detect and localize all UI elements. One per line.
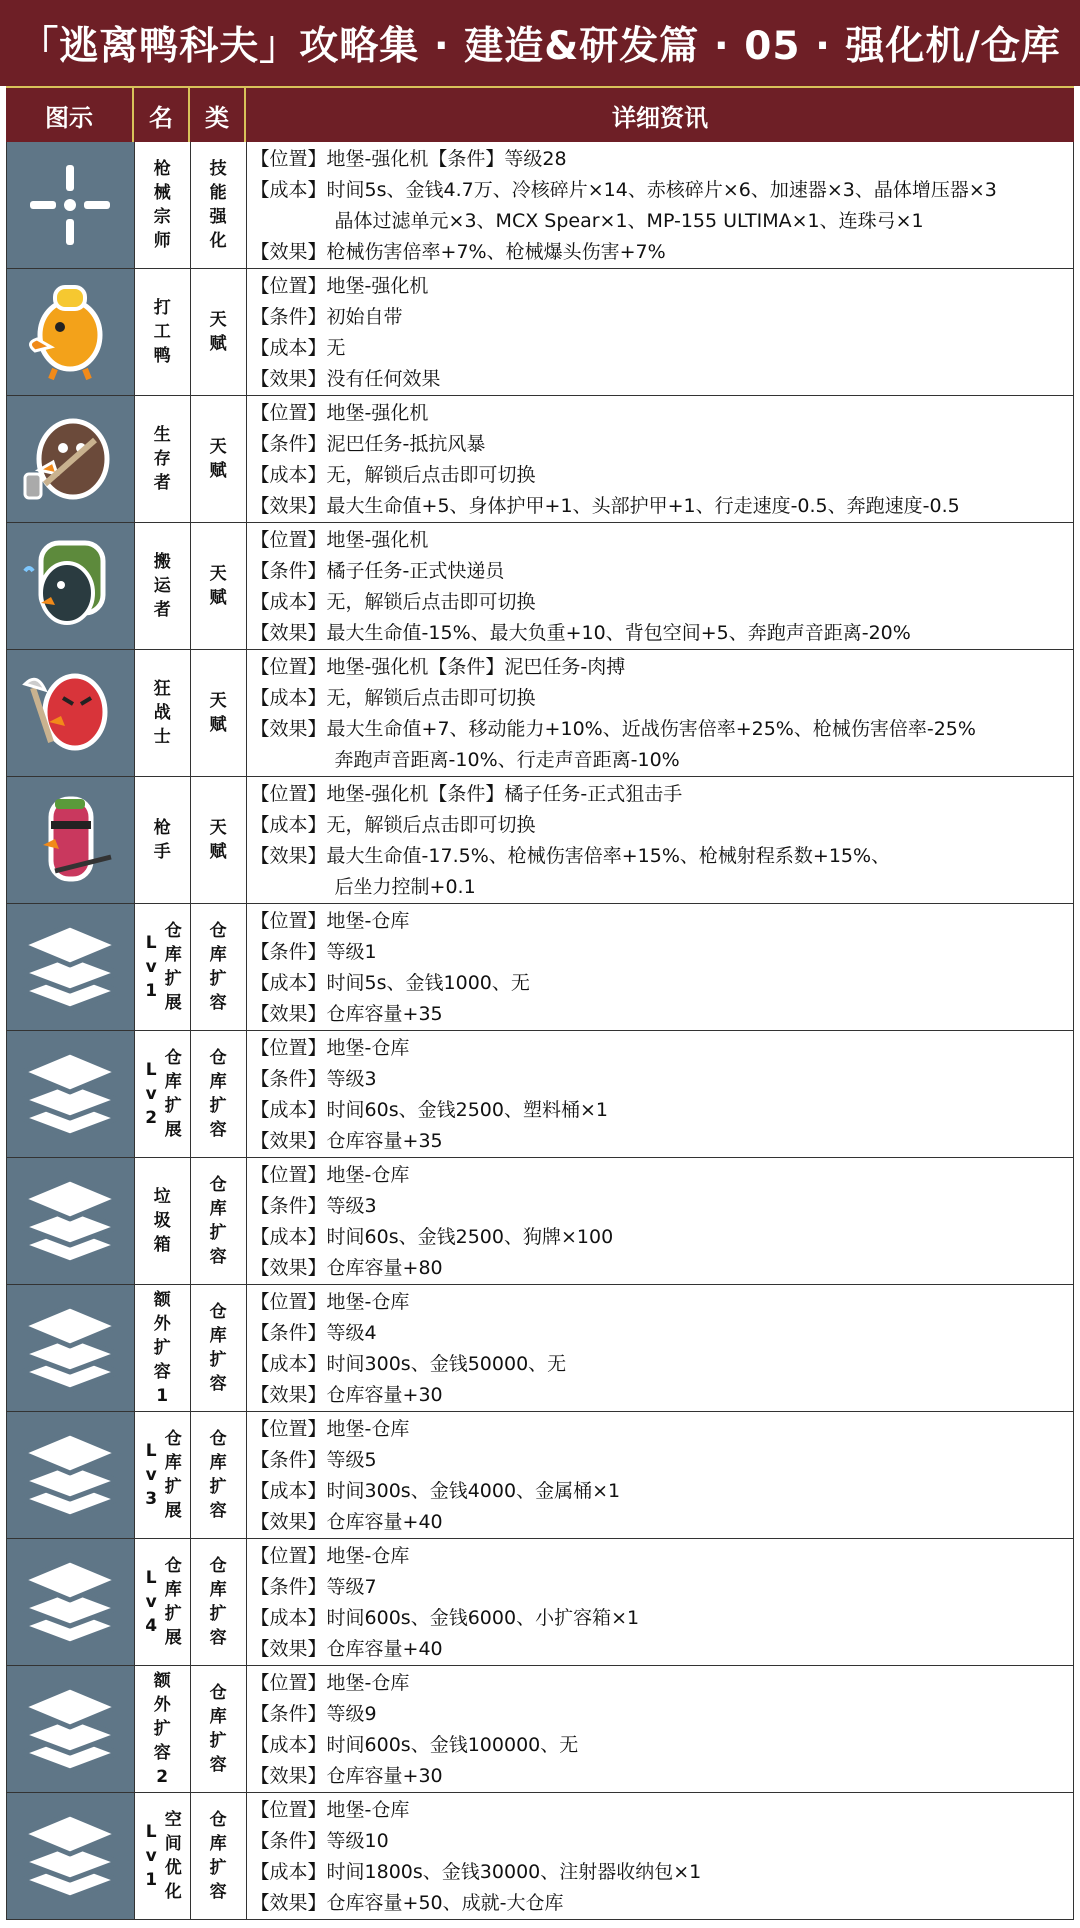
detail-line: 【成本】无，解锁后点击即可切换 xyxy=(250,464,536,486)
row-name-text: 垃圾箱 xyxy=(153,1187,171,1255)
row-name-text: 额外扩容2 xyxy=(153,1671,171,1787)
row-type xyxy=(191,1412,247,1538)
stack-icon xyxy=(14,1800,126,1912)
row-type xyxy=(191,269,247,395)
row-type-text: 天赋 xyxy=(209,818,227,862)
stack-icon xyxy=(14,1292,126,1404)
row-image xyxy=(7,396,135,522)
row-name xyxy=(135,1412,191,1538)
stack-icon xyxy=(14,911,126,1023)
table-row xyxy=(7,904,1073,1031)
detail-line: 【位置】地堡-仓库 xyxy=(250,1037,410,1059)
detail-line: 【成本】时间600s、金钱6000、小扩容箱×1 xyxy=(250,1607,640,1629)
detail-line: 【位置】地堡-仓库 xyxy=(250,1799,410,1821)
header-image: 图示 xyxy=(6,88,134,142)
table-row xyxy=(7,1666,1073,1793)
row-detail xyxy=(247,1031,1073,1157)
table-row xyxy=(7,1539,1073,1666)
row-name xyxy=(135,777,191,903)
row-name-text: 枪手 xyxy=(153,818,171,862)
row-type-text: 仓库扩容 xyxy=(209,1175,227,1267)
worker-duck-icon xyxy=(15,277,125,387)
detail-line: 【位置】地堡-强化机【条件】泥巴任务-肉搏 xyxy=(250,656,626,678)
row-name xyxy=(135,1539,191,1665)
row-name-part: 仓库扩展 xyxy=(164,921,182,1013)
gunner-duck-icon xyxy=(15,785,125,895)
detail-line: 【位置】地堡-强化机【条件】橘子任务-正式狙击手 xyxy=(250,783,683,805)
row-detail xyxy=(247,1539,1073,1665)
row-image xyxy=(7,1539,135,1665)
row-name xyxy=(135,1031,191,1157)
row-name-part: Lv3 xyxy=(145,1441,158,1509)
row-name xyxy=(135,523,191,649)
detail-line: 【成本】无，解锁后点击即可切换 xyxy=(250,814,536,836)
row-detail xyxy=(247,1158,1073,1284)
detail-line: 【效果】仓库容量+30 xyxy=(250,1384,443,1406)
detail-line: 【位置】地堡-仓库 xyxy=(250,1545,410,1567)
row-type xyxy=(191,1285,247,1411)
detail-line: 【位置】地堡-强化机 xyxy=(250,275,429,297)
row-detail xyxy=(247,650,1073,776)
detail-line: 【效果】最大生命值+7、移动能力+10%、近战伤害倍率+25%、枪械伤害倍率-25% xyxy=(250,718,976,740)
table-row xyxy=(7,1285,1073,1412)
detail-line: 【条件】等级4 xyxy=(250,1322,377,1344)
row-type-text: 仓库扩容 xyxy=(209,1556,227,1648)
row-image xyxy=(7,777,135,903)
row-detail xyxy=(247,269,1073,395)
row-name-text: 额外扩容1 xyxy=(153,1290,171,1406)
stack-icon xyxy=(14,1673,126,1785)
row-image xyxy=(7,1793,135,1919)
detail-line: 【位置】地堡-仓库 xyxy=(250,1291,410,1313)
detail-line: 【成本】时间300s、金钱4000、金属桶×1 xyxy=(250,1480,621,1502)
row-name-text: 狂战士 xyxy=(153,679,171,747)
row-type-text: 天赋 xyxy=(209,310,227,354)
row-detail xyxy=(247,777,1073,903)
detail-line: 【条件】泥巴任务-抵抗风暴 xyxy=(250,433,486,455)
row-detail xyxy=(247,1285,1073,1411)
detail-line: 【效果】仓库容量+80 xyxy=(250,1257,443,1279)
detail-line: 【位置】地堡-强化机 xyxy=(250,529,429,551)
row-image xyxy=(7,523,135,649)
detail-line: 【效果】没有任何效果 xyxy=(250,368,441,390)
row-name-part: 仓库扩展 xyxy=(164,1556,182,1648)
row-image xyxy=(7,1666,135,1792)
detail-line: 【成本】时间60s、金钱2500、狗牌×100 xyxy=(250,1226,614,1248)
detail-line: 【位置】地堡-仓库 xyxy=(250,910,410,932)
detail-line: 【效果】仓库容量+50、成就-大仓库 xyxy=(250,1892,564,1914)
row-name-part: Lv1 xyxy=(145,1822,158,1890)
table-row xyxy=(7,142,1073,269)
detail-line: 【成本】无，解锁后点击即可切换 xyxy=(250,591,536,613)
table-row xyxy=(7,1412,1073,1539)
survivor-duck-icon xyxy=(15,404,125,514)
row-type xyxy=(191,396,247,522)
row-image xyxy=(7,1031,135,1157)
row-name-text: 枪械宗师 xyxy=(153,159,171,251)
table-header xyxy=(6,86,1074,142)
stack-icon xyxy=(14,1419,126,1531)
detail-line: 【成本】时间600s、金钱100000、无 xyxy=(250,1734,579,1756)
table-row xyxy=(7,396,1073,523)
detail-line: 【成本】时间60s、金钱2500、塑料桶×1 xyxy=(250,1099,608,1121)
detail-line: 【条件】等级1 xyxy=(250,941,377,963)
detail-line: 【成本】无，解锁后点击即可切换 xyxy=(250,687,536,709)
row-type xyxy=(191,1666,247,1792)
row-image xyxy=(7,1158,135,1284)
row-detail xyxy=(247,142,1073,268)
detail-line: 【效果】枪械伤害倍率+7%、枪械爆头伤害+7% xyxy=(250,241,666,263)
table-row xyxy=(7,1158,1073,1285)
detail-line: 【效果】最大生命值-15%、最大负重+10、背包空间+5、奔跑声音距离-20% xyxy=(250,622,911,644)
row-name-part: Lv4 xyxy=(145,1568,158,1636)
row-type xyxy=(191,1793,247,1919)
row-detail xyxy=(247,1412,1073,1538)
row-name xyxy=(135,650,191,776)
row-type xyxy=(191,1031,247,1157)
detail-line: 【位置】地堡-仓库 xyxy=(250,1418,410,1440)
detail-line: 【条件】等级3 xyxy=(250,1195,377,1217)
berserker-duck-icon xyxy=(15,658,125,768)
row-name xyxy=(135,1666,191,1792)
table-row xyxy=(7,523,1073,650)
row-name-part: 仓库扩展 xyxy=(164,1048,182,1140)
row-type xyxy=(191,1158,247,1284)
detail-line: 【条件】初始自带 xyxy=(250,306,403,328)
row-type-text: 仓库扩容 xyxy=(209,1429,227,1521)
row-type-text: 天赋 xyxy=(209,437,227,481)
detail-line: 【位置】地堡-强化机 xyxy=(250,402,429,424)
row-name xyxy=(135,269,191,395)
row-image xyxy=(7,1412,135,1538)
detail-line: 【成本】时间300s、金钱50000、无 xyxy=(250,1353,567,1375)
detail-line: 【成本】时间5s、金钱1000、无 xyxy=(250,972,530,994)
table-row xyxy=(7,269,1073,396)
detail-line: 晶体过滤单元×3、MCX Spear×1、MP-155 ULTIMA×1、连珠弓×1 xyxy=(334,210,924,232)
row-type xyxy=(191,650,247,776)
row-name-part: Lv1 xyxy=(145,933,158,1001)
row-name-part: 仓库扩展 xyxy=(164,1429,182,1521)
row-type-text: 仓库扩容 xyxy=(209,921,227,1013)
row-name xyxy=(135,1285,191,1411)
header-detail: 详细资讯 xyxy=(612,103,708,132)
page-title: 「逃离鸭科夫」攻略集 · 建造&研发篇 · 05 · 强化机/仓库 xyxy=(0,0,1080,86)
row-type-text: 仓库扩容 xyxy=(209,1048,227,1140)
detail-line: 【条件】橘子任务-正式快递员 xyxy=(250,560,505,582)
detail-line: 【效果】仓库容量+40 xyxy=(250,1511,443,1533)
detail-line: 【成本】时间1800s、金钱30000、注射器收纳包×1 xyxy=(250,1861,702,1883)
table-row xyxy=(7,777,1073,904)
row-image xyxy=(7,142,135,268)
table-row xyxy=(7,650,1073,777)
row-name-part: Lv2 xyxy=(145,1060,158,1128)
row-name xyxy=(135,904,191,1030)
row-name xyxy=(135,142,191,268)
table-row xyxy=(7,1031,1073,1158)
detail-line: 【位置】地堡-仓库 xyxy=(250,1164,410,1186)
row-name xyxy=(135,1793,191,1919)
header-type: 类 xyxy=(190,88,246,142)
detail-line: 【效果】最大生命值+5、身体护甲+1、头部护甲+1、行走速度-0.5、奔跑速度-0.5 xyxy=(250,495,960,517)
row-name xyxy=(135,396,191,522)
row-type xyxy=(191,1539,247,1665)
row-image xyxy=(7,650,135,776)
detail-line: 后坐力控制+0.1 xyxy=(334,876,476,898)
detail-line: 【条件】等级3 xyxy=(250,1068,377,1090)
row-type-text: 技能强化 xyxy=(209,159,227,251)
row-detail xyxy=(247,523,1073,649)
detail-line: 【效果】仓库容量+40 xyxy=(250,1638,443,1660)
header-name: 名 xyxy=(134,88,190,142)
detail-line: 【条件】等级10 xyxy=(250,1830,389,1852)
row-type xyxy=(191,142,247,268)
detail-line: 【效果】仓库容量+35 xyxy=(250,1130,443,1152)
row-detail xyxy=(247,904,1073,1030)
row-image xyxy=(7,269,135,395)
row-name-part: 空间优化 xyxy=(164,1810,182,1902)
row-detail xyxy=(247,1793,1073,1919)
row-detail xyxy=(247,396,1073,522)
row-type xyxy=(191,523,247,649)
detail-line: 【成本】无 xyxy=(250,337,346,359)
stack-icon xyxy=(14,1038,126,1150)
crosshair-icon xyxy=(20,155,120,255)
row-type-text: 仓库扩容 xyxy=(209,1810,227,1902)
row-name-text: 打工鸭 xyxy=(153,298,171,366)
row-type-text: 仓库扩容 xyxy=(209,1302,227,1394)
table-row xyxy=(7,1793,1073,1920)
detail-line: 【条件】等级5 xyxy=(250,1449,377,1471)
table-body xyxy=(6,142,1074,1920)
row-image xyxy=(7,1285,135,1411)
row-type-text: 天赋 xyxy=(209,691,227,735)
row-type xyxy=(191,777,247,903)
stack-icon xyxy=(14,1546,126,1658)
row-name-text: 生存者 xyxy=(153,425,171,493)
row-name-text: 搬运者 xyxy=(153,552,171,620)
row-type-text: 仓库扩容 xyxy=(209,1683,227,1775)
detail-line: 【条件】等级7 xyxy=(250,1576,377,1598)
detail-line: 【位置】地堡-仓库 xyxy=(250,1672,410,1694)
row-name xyxy=(135,1158,191,1284)
row-detail xyxy=(247,1666,1073,1792)
detail-line: 奔跑声音距离-10%、行走声音距离-10% xyxy=(334,749,680,771)
detail-line: 【效果】仓库容量+35 xyxy=(250,1003,443,1025)
row-image xyxy=(7,904,135,1030)
detail-line: 【效果】仓库容量+30 xyxy=(250,1765,443,1787)
detail-line: 【条件】等级9 xyxy=(250,1703,377,1725)
detail-line: 【效果】最大生命值-17.5%、枪械伤害倍率+15%、枪械射程系数+15%、 xyxy=(250,845,891,867)
porter-duck-icon xyxy=(15,531,125,641)
detail-line: 【位置】地堡-强化机【条件】等级28 xyxy=(250,148,567,170)
detail-line: 【成本】时间5s、金钱4.7万、冷核碎片×14、赤核碎片×6、加速器×3、晶体增压器×3 xyxy=(250,179,997,201)
stack-icon xyxy=(14,1165,126,1277)
row-type xyxy=(191,904,247,1030)
row-type-text: 天赋 xyxy=(209,564,227,608)
